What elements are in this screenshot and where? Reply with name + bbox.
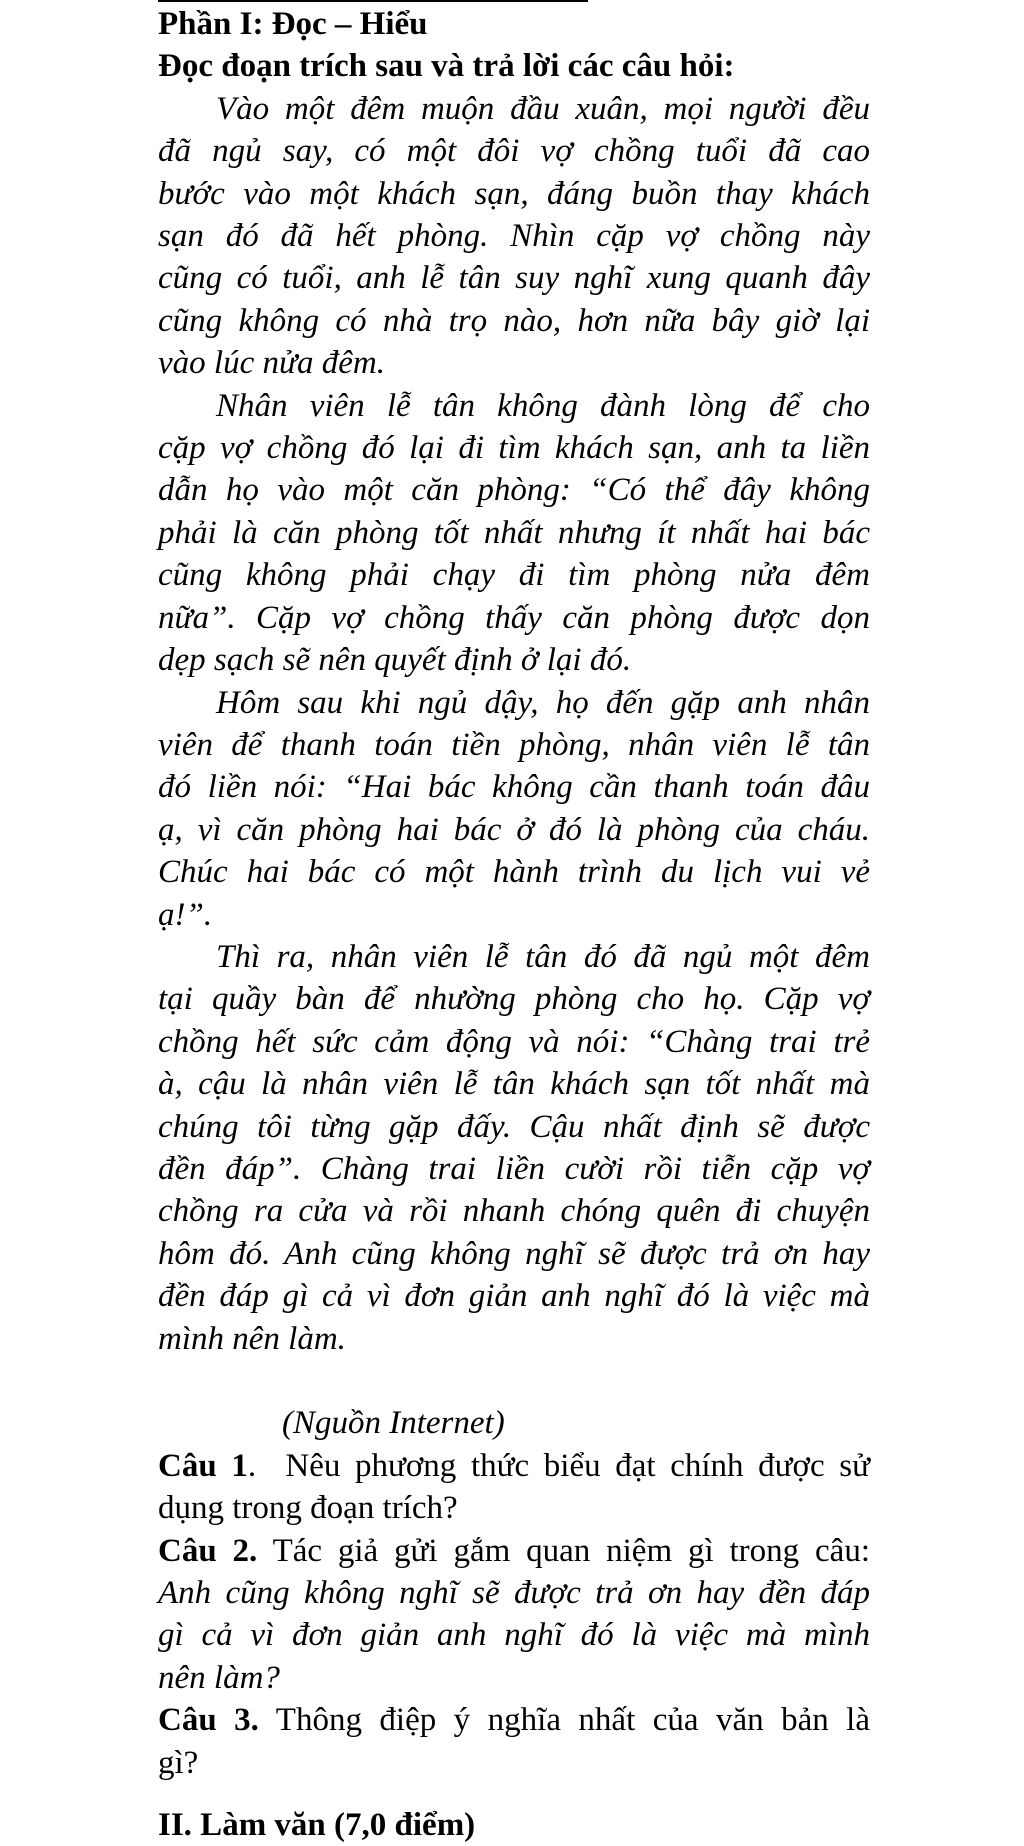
question-quote-line: gì cả vì đơn giản anh nghĩ đó là việc mà mình bbox=[158, 1617, 870, 1654]
passage-line: cũng có tuổi, anh lễ tân suy nghĩ xung quanh đây bbox=[158, 260, 870, 297]
passage-line: Thì ra, nhân viên lễ tân đó đã ngủ một đêm bbox=[216, 938, 870, 975]
passage-line: viên để thanh toán tiền phòng, nhân viên lễ tân bbox=[158, 726, 870, 763]
instruction: Đọc đoạn trích sau và trả lời các câu hỏi: bbox=[158, 48, 735, 85]
question-text: Tác giả gửi gắm quan niệm gì trong câu: bbox=[272, 1532, 870, 1569]
passage-paragraph bbox=[158, 88, 870, 385]
question-first-line bbox=[158, 1530, 870, 1572]
question-label: Câu 1 bbox=[158, 1447, 248, 1484]
passage-line: hôm đó. Anh cũng không nghĩ sẽ được trả ơn hay bbox=[158, 1235, 870, 1272]
question-item bbox=[158, 1445, 870, 1530]
spacer bbox=[158, 1360, 870, 1402]
question-quote-line: Anh cũng không nghĩ sẽ được trả ơn hay đền đáp bbox=[158, 1575, 870, 1612]
passage-line: dẹp sạch sẽ nên quyết định ở lại đó. bbox=[158, 642, 632, 679]
passage-paragraph bbox=[158, 936, 870, 1360]
passage-line: ạ!”. bbox=[158, 896, 213, 933]
passage-line: đền đáp gì cả vì đơn giản anh nghĩ đó là việc mà bbox=[158, 1278, 870, 1315]
passage-line: Chúc hai bác có một hành trình du lịch vui vẻ bbox=[158, 854, 870, 891]
passage-line: đền đáp”. Chàng trai liền cười rồi tiễn cặp vợ bbox=[158, 1150, 870, 1187]
passage-line: chúng tôi từng gặp đấy. Cậu nhất định sẽ được bbox=[158, 1108, 870, 1145]
passage-line: chồng hết sức cảm động và nói: “Chàng trai trẻ bbox=[158, 1023, 870, 1060]
passage-line: dẫn họ vào một căn phòng: “Có thể đây không bbox=[158, 472, 870, 509]
passage-paragraph bbox=[158, 385, 870, 682]
next-section-heading: II. Làm văn (7,0 điểm) bbox=[158, 1807, 476, 1843]
passage-line: Nhân viên lễ tân không đành lòng để cho bbox=[216, 387, 870, 424]
question-label: Câu 2. bbox=[158, 1532, 258, 1569]
passage-line: đó liền nói: “Hai bác không cần thanh toán đâu bbox=[158, 769, 870, 806]
passage-line: vào lúc nửa đêm. bbox=[158, 345, 385, 382]
question-first-line bbox=[158, 1699, 870, 1741]
passage-line: sạn đó đã hết phòng. Nhìn cặp vợ chồng này bbox=[158, 218, 870, 255]
section-heading: Phần I: Đọc – Hiểu bbox=[158, 6, 428, 42]
passage-paragraph bbox=[158, 682, 870, 936]
question-text: Nêu phương thức biểu đạt chính được sử bbox=[285, 1447, 870, 1484]
question-quote-line: nên làm? bbox=[158, 1659, 280, 1696]
passage-line: cũng không có nhà trọ nào, hơn nữa bây giờ lại bbox=[158, 302, 870, 339]
passage-line: Vào một đêm muộn đầu xuân, mọi người đều bbox=[216, 90, 870, 127]
passage-line: cặp vợ chồng đó lại đi tìm khách sạn, anh ta liền bbox=[158, 430, 870, 467]
next-section-heading-clipped bbox=[158, 1806, 658, 1843]
document-page bbox=[158, 0, 870, 1784]
question-label-separator bbox=[259, 1702, 276, 1738]
question-line: dụng trong đoạn trích? bbox=[158, 1490, 458, 1527]
source-citation: (Nguồn Internet) bbox=[282, 1405, 505, 1442]
passage-line: ạ, vì căn phòng hai bác ở đó là phòng của cháu. bbox=[158, 811, 870, 848]
question-item bbox=[158, 1530, 870, 1700]
question-label-separator: . bbox=[247, 1447, 286, 1484]
question-item bbox=[158, 1699, 870, 1784]
passage-line: nữa”. Cặp vợ chồng thấy căn phòng được dọn bbox=[158, 599, 870, 636]
question-first-line bbox=[158, 1445, 870, 1487]
question-label-separator bbox=[257, 1533, 272, 1569]
passage-line: mình nên làm. bbox=[158, 1320, 346, 1357]
question-text: Thông điệp ý nghĩa nhất của văn bản là bbox=[275, 1702, 871, 1739]
question-label: Câu 3. bbox=[158, 1702, 259, 1739]
passage-line: tại quầy bàn để nhường phòng cho họ. Cặp vợ bbox=[158, 981, 870, 1018]
passage-line: chồng ra cửa và rồi nhanh chóng quên đi chuyện bbox=[158, 1193, 870, 1230]
passage-line: đã ngủ say, có một đôi vợ chồng tuổi đã cao bbox=[158, 133, 870, 170]
passage-line: cũng không phải chạy đi tìm phòng nửa đêm bbox=[158, 557, 870, 594]
question-list bbox=[158, 1445, 870, 1784]
passage-line: à, cậu là nhân viên lễ tân khách sạn tốt nhất mà bbox=[158, 1066, 870, 1103]
question-line: gì? bbox=[158, 1744, 199, 1781]
passage-line: Hôm sau khi ngủ dậy, họ đến gặp anh nhân bbox=[216, 684, 870, 721]
passage bbox=[158, 88, 870, 1360]
passage-line: bước vào một khách sạn, đáng buồn thay khách bbox=[158, 175, 870, 212]
passage-line: phải là căn phòng tốt nhất nhưng ít nhất hai bác bbox=[158, 514, 870, 551]
